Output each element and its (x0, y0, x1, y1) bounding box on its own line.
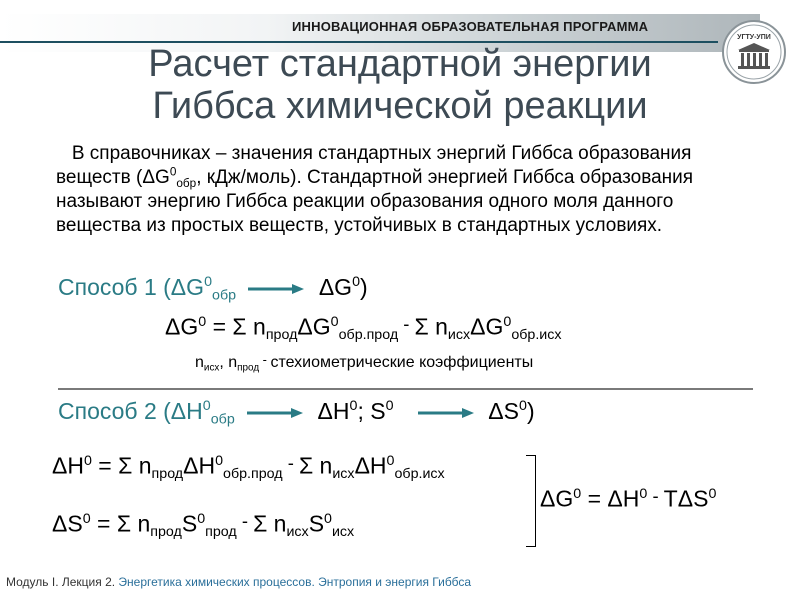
formula-enthalpy: $\Delta H^0 = \Sigma$ $n_{прод}\Delta H^0_{обр.прод}$ - Σ $n_{исх}\Delta H^0_{обр.исх}$ (52, 452, 445, 483)
formula-entropy: $\Delta S^0 = \Sigma$ $n_{прод}S^0_{прод}$ - Σ $n_{исх}S^0_{исх}$ (52, 510, 355, 541)
definition-paragraph: В справочниках – значения стандартных энергий Гиббса образования веществ ($\Delta G^0_{обр}$, кДж/моль). Стандартной энергией Гиббса образования называют энергию Гиббса реакции образования одного моля данного вещества из простых веществ, устойчивых в стандартных условиях. (56, 143, 694, 236)
method-1-heading: Способ 1 ($\Delta G^0_{обр}$ $\Delta G^0$) (58, 274, 368, 304)
arrow-right-icon (418, 407, 474, 419)
slide-footer: Модуль I. Лекция 2. Энергетика химических процессов. Энтропия и энергия Гиббса (6, 575, 472, 589)
arrow-right-icon (247, 407, 303, 419)
arrow-right-icon (248, 283, 304, 295)
slide-title-line2: Гиббса химической реакции (152, 85, 648, 127)
section-divider (58, 388, 753, 390)
formula-bracket (526, 455, 536, 547)
formula-gibbs-from-h-s: $\Delta G^0 = \Delta H^0 - T\Delta S^0$ (540, 485, 717, 512)
coefficients-note: $n_{исх}$, $n_{прод}$ - стехиометрические коэффициенты (195, 352, 534, 374)
svg-text:УГТУ-УПИ: УГТУ-УПИ (737, 34, 771, 41)
slide-title-line1: Расчет стандартной энергии (148, 43, 652, 85)
formula-gibbs-reaction: $\Delta G^0 = \Sigma$ $n_{прод}\Delta G^0_{обр.прод}$ - Σ $n_{исх}\Delta G^0_{обр.исх}$ (165, 313, 562, 344)
program-title: ИННОВАЦИОННАЯ ОБРАЗОВАТЕЛЬНАЯ ПРОГРАММА (292, 19, 649, 34)
method-2-heading: Способ 2 ($\Delta H^0_{обр}$ $\Delta H^0$; $S^0$ $\Delta S^0$) (58, 398, 535, 428)
